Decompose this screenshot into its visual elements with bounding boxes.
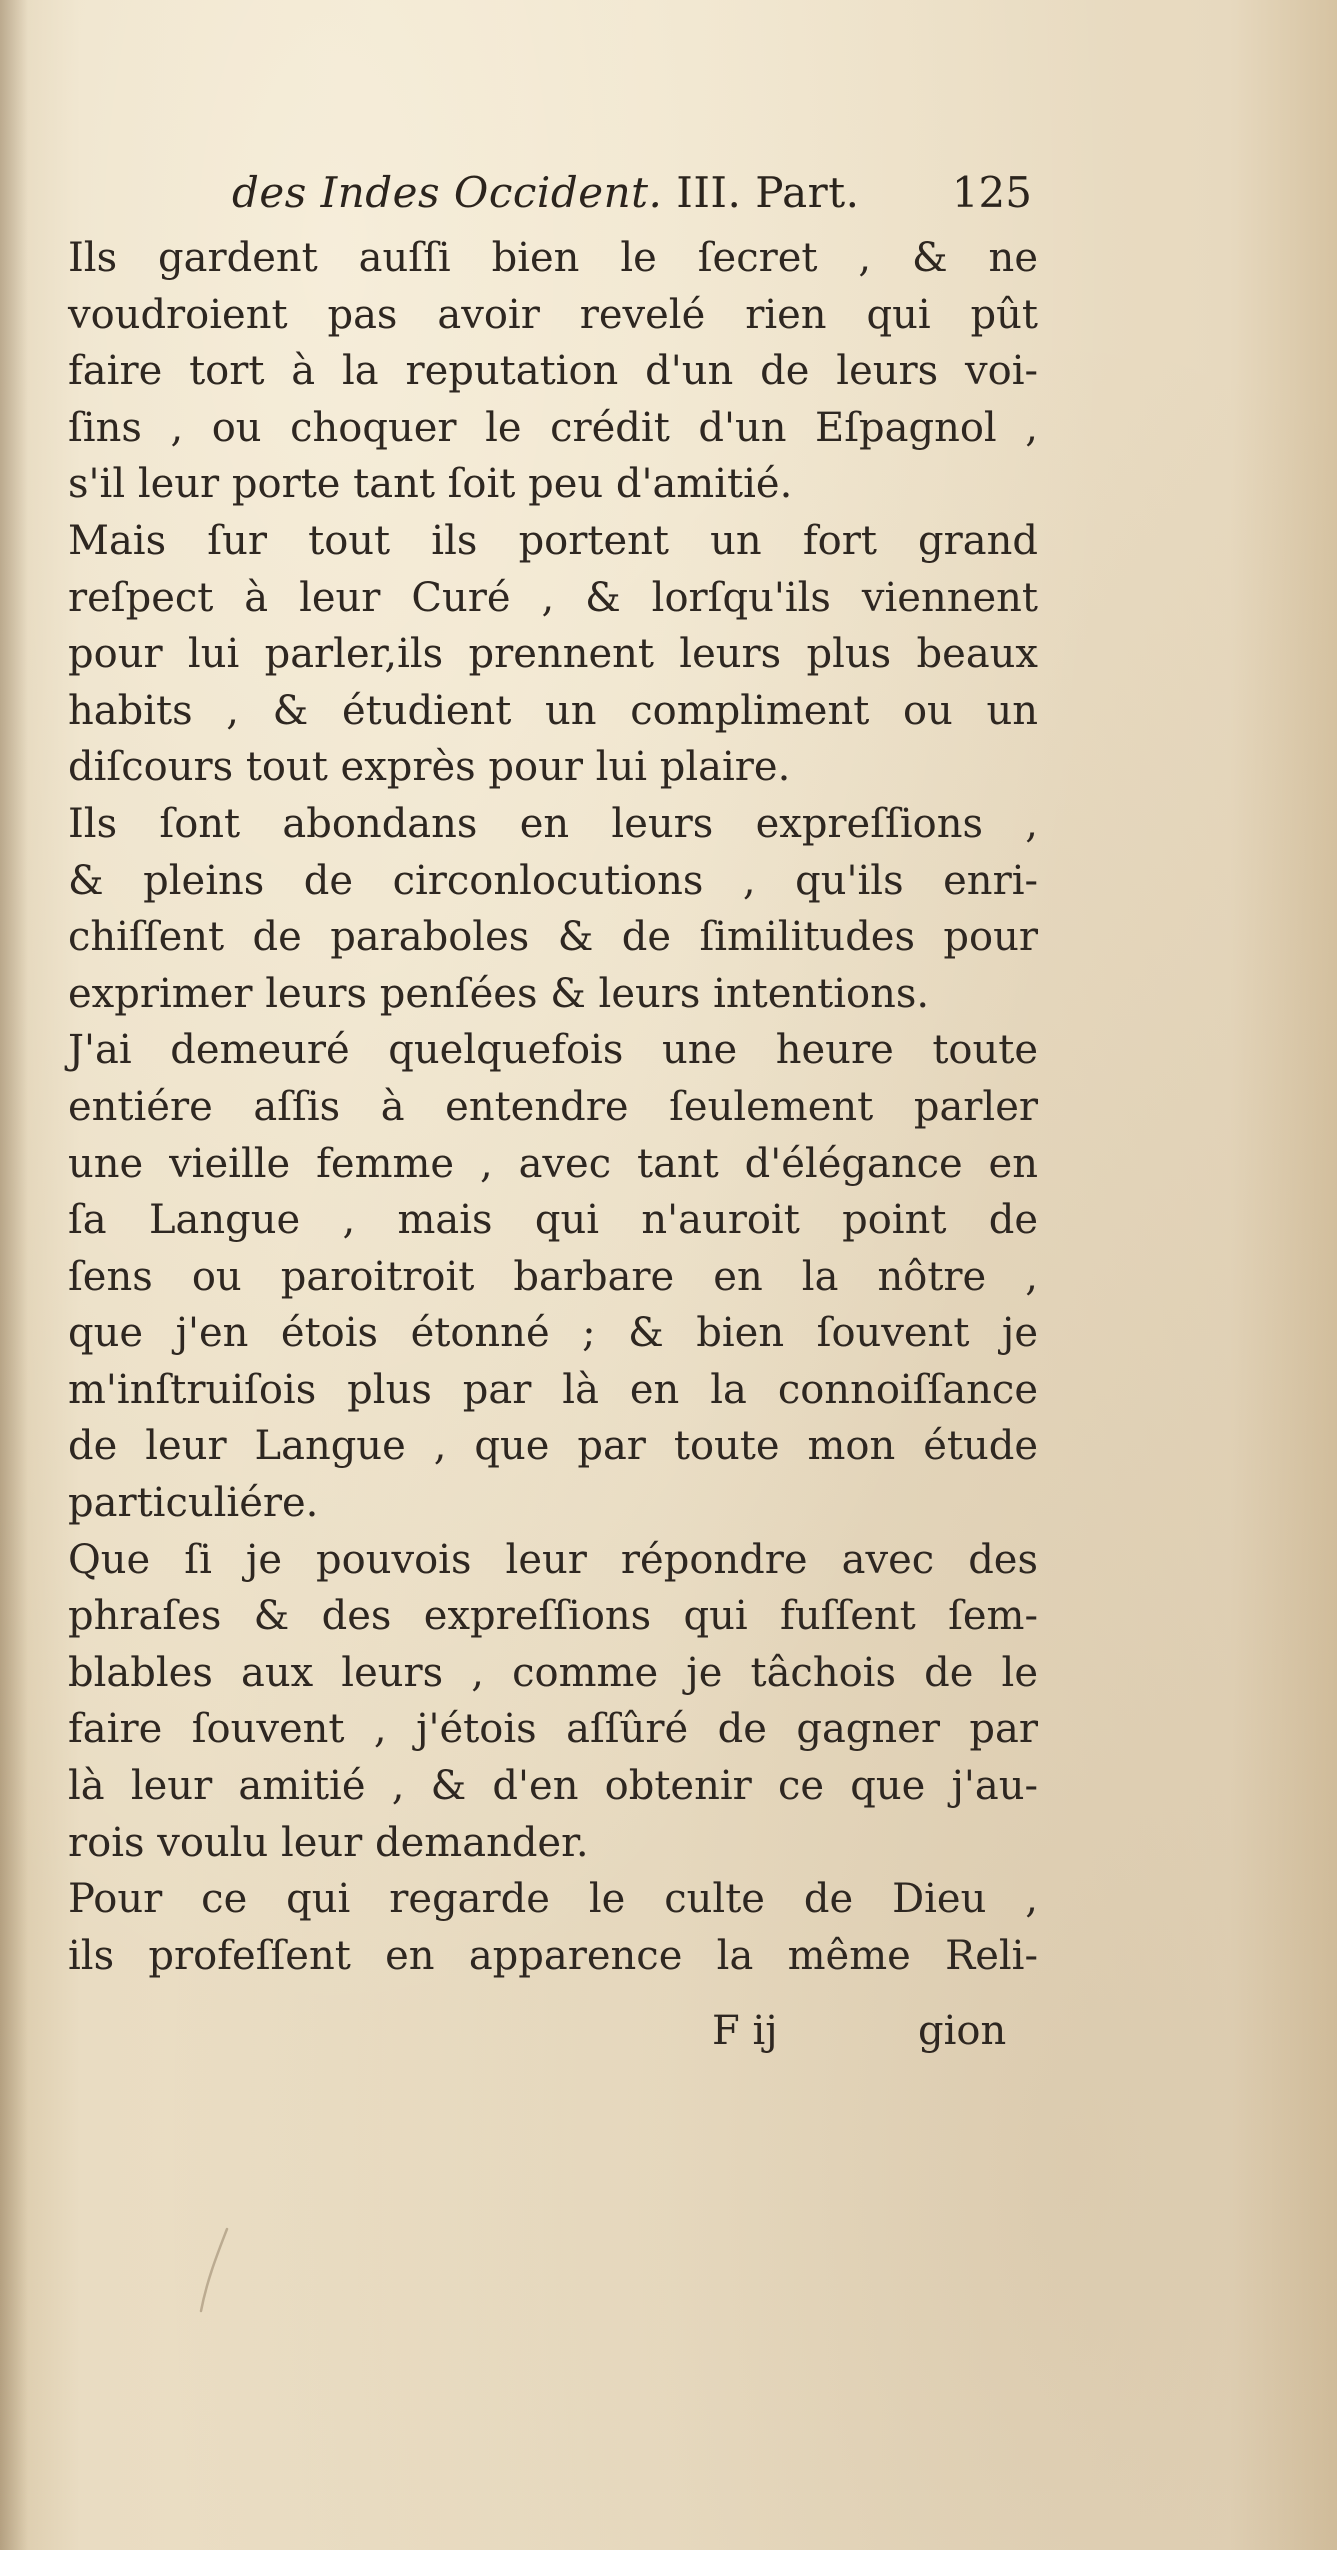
text-line: ſens ou paroitroit barbare en la nôtre , <box>68 1253 1038 1300</box>
running-header <box>232 168 1032 238</box>
text-line: voudroient pas avoir revelé rien qui pût <box>68 291 1038 338</box>
page-number: 125 <box>951 168 1032 217</box>
catchword: gion <box>918 2008 1007 2054</box>
text-line: de leur Langue , que par toute mon étude <box>68 1423 1038 1470</box>
text-line: faire tort à la reputation d'un de leurs voi- <box>68 348 1038 395</box>
text-line: Que ſi je pouvois leur répondre avec des <box>68 1536 1038 1583</box>
stray-ink-mark <box>195 2225 235 2315</box>
text-line: phraſes & des expreſſions qui fuſſent ſem- <box>68 1593 1038 1640</box>
text-line: Ils gardent auſſi bien le ſecret , & ne <box>68 235 1038 281</box>
text-line: diſcours tout exprès pour lui plaire. <box>68 744 791 791</box>
text-line: ils profeſſent en apparence la même Reli- <box>68 1932 1038 1979</box>
text-line: s'il leur porte tant ſoit peu d'amitié. <box>68 461 793 508</box>
text-line: particuliére. <box>68 1480 319 1527</box>
body-text <box>68 230 1038 1984</box>
text-line: là leur amitié , & d'en obtenir ce que j'au- <box>68 1763 1038 1810</box>
text-line: m'inſtruiſois plus par là en la connoiſſance <box>68 1366 1038 1413</box>
text-line: J'ai demeuré quelquefois une heure toute <box>68 1027 1038 1074</box>
text-line: exprimer leurs penſées & leurs intentions. <box>68 970 930 1017</box>
text-line: reſpect à leur Curé , & lorſqu'ils viennent <box>68 574 1038 621</box>
text-line: Pour ce qui regarde le culte de Dieu , <box>68 1876 1038 1923</box>
text-line: faire ſouvent , j'étois aſſûré de gagner par <box>68 1706 1038 1753</box>
running-title-part: III. Part. <box>676 168 860 217</box>
text-line: blables aux leurs , comme je tâchois de le <box>68 1649 1038 1696</box>
text-line: entiére aſſis à entendre ſeulement parler <box>68 1083 1038 1130</box>
text-line: Ils ſont abondans en leurs expreſſions , <box>68 800 1038 847</box>
text-line: que j'en étois étonné ; & bien ſouvent je <box>68 1310 1038 1357</box>
text-line: ſa Langue , mais qui n'auroit point de <box>68 1197 1038 1244</box>
text-line: chiſſent de paraboles & de ſimilitudes pour <box>68 914 1038 961</box>
text-line: une vieille femme , avec tant d'élégance en <box>68 1140 1038 1187</box>
signature-mark: F ij <box>712 2008 778 2054</box>
page-footer <box>0 2008 1337 2068</box>
text-line: Mais ſur tout ils portent un fort grand <box>68 517 1038 564</box>
running-title-italic: des Indes Occident. <box>232 168 663 217</box>
text-line: & pleins de circonlocutions , qu'ils enri- <box>68 857 1038 904</box>
text-line: ſins , ou choquer le crédit d'un Eſpagnol , <box>68 404 1038 451</box>
text-line: pour lui parler,ils prennent leurs plus beaux <box>68 631 1038 678</box>
page-gutter-shadow <box>0 0 28 2550</box>
text-line: habits , & étudient un compliment ou un <box>68 687 1038 734</box>
text-line: rois voulu leur demander. <box>68 1819 589 1866</box>
running-title <box>232 168 859 217</box>
